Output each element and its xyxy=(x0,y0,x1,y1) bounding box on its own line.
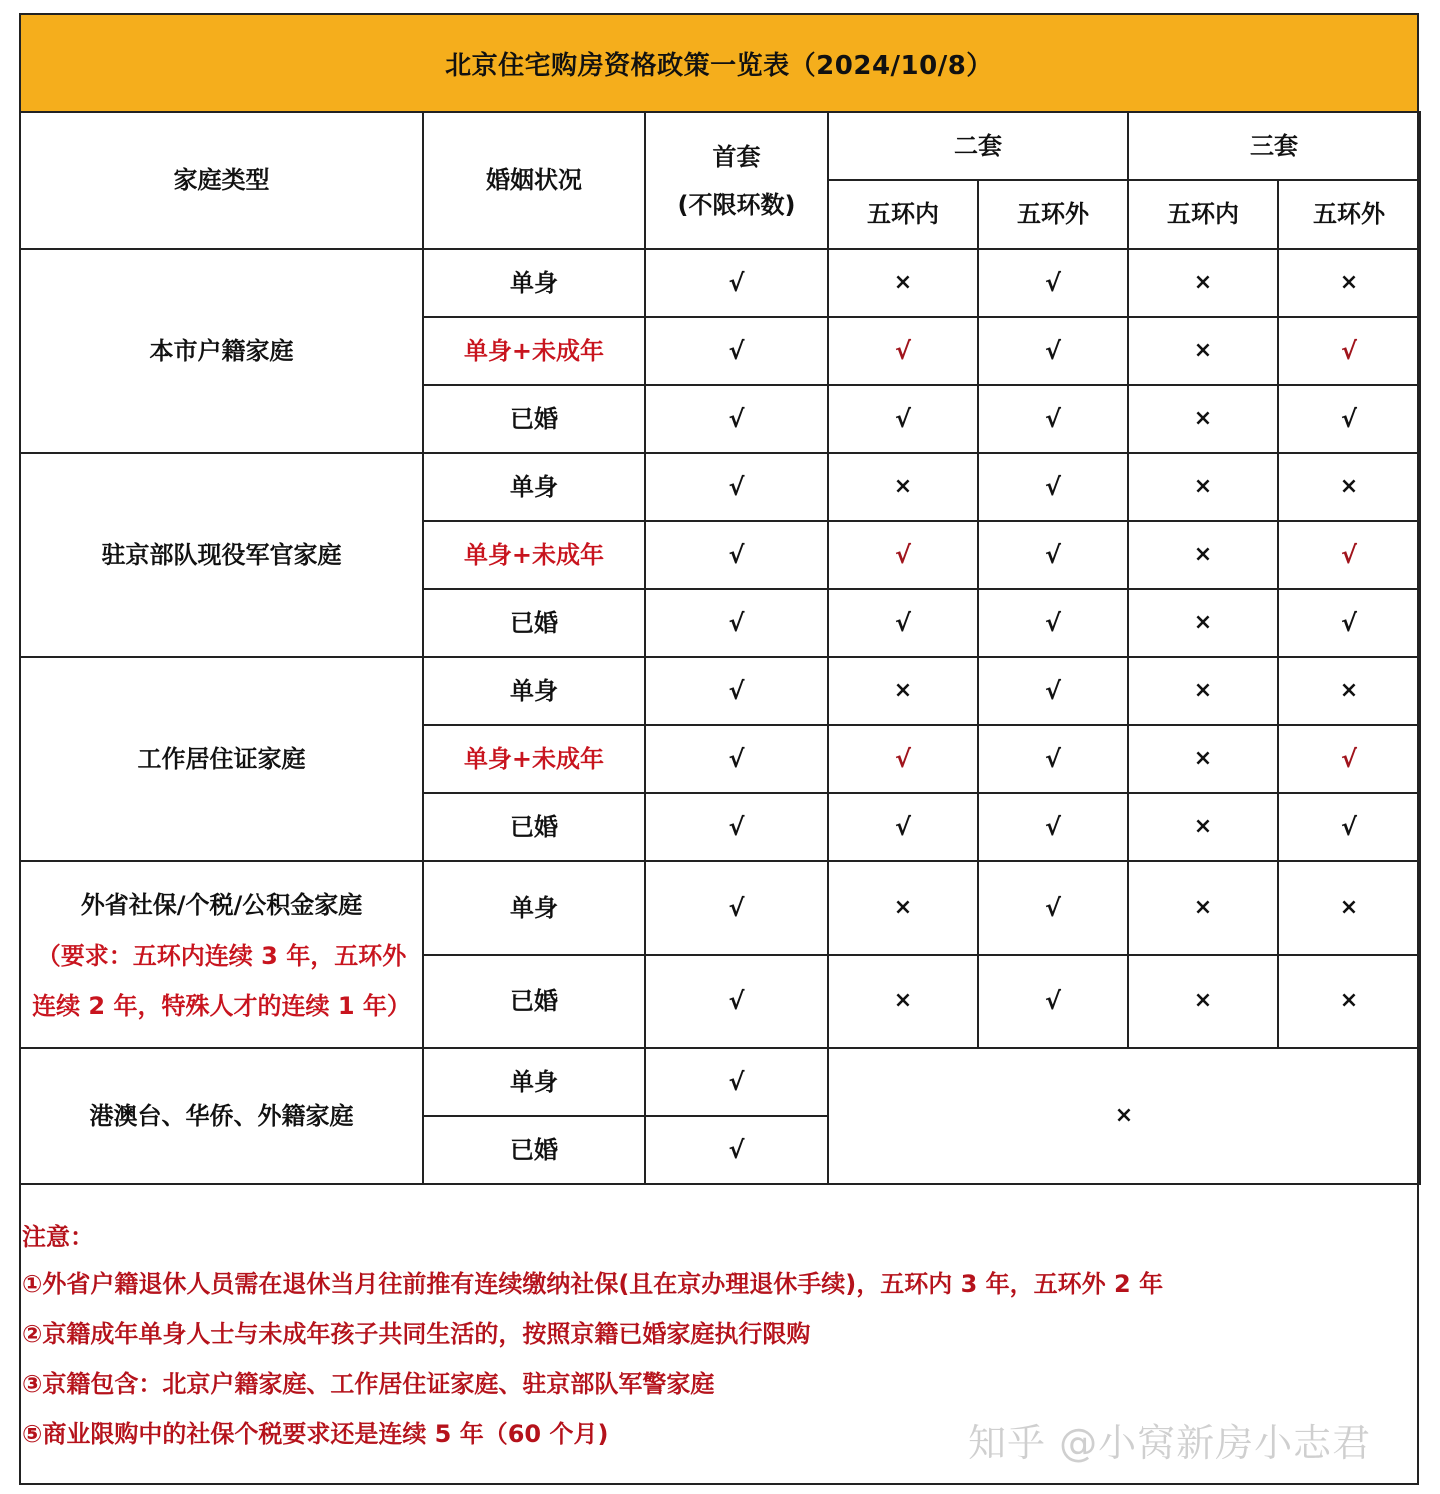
table-row xyxy=(20,861,1420,955)
check-mark: √ xyxy=(645,385,828,453)
marital-status-cell: 已婚 xyxy=(423,589,645,657)
marital-status-cell: 已婚 xyxy=(423,793,645,861)
marital-status-cell: 已婚 xyxy=(423,955,645,1048)
cross-mark: × xyxy=(1278,453,1420,521)
cross-mark: × xyxy=(1278,861,1420,955)
check-mark: √ xyxy=(645,1048,828,1116)
check-mark: √ xyxy=(1278,317,1420,385)
check-mark: √ xyxy=(828,385,978,453)
header-marital-status: 婚姻状况 xyxy=(423,112,645,249)
family-type-cell: 驻京部队现役军官家庭 xyxy=(20,453,423,657)
check-mark: √ xyxy=(645,317,828,385)
marital-status-cell: 单身 xyxy=(423,249,645,317)
header-third-inside-ring5: 五环内 xyxy=(1128,180,1278,249)
check-mark: √ xyxy=(978,249,1128,317)
check-mark: √ xyxy=(645,725,828,793)
check-mark: √ xyxy=(978,861,1128,955)
header-second-inside-ring5: 五环内 xyxy=(828,180,978,249)
cross-mark: × xyxy=(1128,521,1278,589)
cross-mark: × xyxy=(828,955,978,1048)
family-type-cell: 港澳台、华侨、外籍家庭 xyxy=(20,1048,423,1184)
check-mark: √ xyxy=(645,453,828,521)
cross-mark: × xyxy=(1128,955,1278,1048)
check-mark: √ xyxy=(645,1116,828,1184)
policy-table xyxy=(19,111,1421,1185)
cross-mark: × xyxy=(1128,793,1278,861)
cross-mark: × xyxy=(828,861,978,955)
marital-status-cell: 单身+未成年 xyxy=(423,521,645,589)
check-mark: √ xyxy=(645,589,828,657)
cross-mark: × xyxy=(828,657,978,725)
table-row xyxy=(20,249,1420,317)
marital-status-cell: 单身 xyxy=(423,657,645,725)
cross-mark: × xyxy=(828,249,978,317)
table-row xyxy=(20,1048,1420,1116)
header-third-home: 三套 xyxy=(1128,112,1420,180)
cross-mark: × xyxy=(1128,249,1278,317)
check-mark: √ xyxy=(828,589,978,657)
check-mark: √ xyxy=(645,955,828,1048)
header-second-outside-ring5: 五环外 xyxy=(978,180,1128,249)
page-title: 北京住宅购房资格政策一览表（2024/10/8） xyxy=(19,13,1419,112)
cross-mark: × xyxy=(1278,955,1420,1048)
cross-mark: × xyxy=(1128,453,1278,521)
marital-status-cell: 单身 xyxy=(423,1048,645,1116)
cross-mark: × xyxy=(1128,861,1278,955)
table-row xyxy=(20,453,1420,521)
cross-mark: × xyxy=(1128,385,1278,453)
check-mark: √ xyxy=(978,589,1128,657)
check-mark: √ xyxy=(1278,589,1420,657)
notes-heading: 注意： xyxy=(22,1223,94,1251)
check-mark: √ xyxy=(645,793,828,861)
note-item: ③京籍包含：北京户籍家庭、工作居住证家庭、驻京部队军警家庭 xyxy=(22,1370,715,1398)
marital-status-cell: 单身+未成年 xyxy=(423,317,645,385)
check-mark: √ xyxy=(978,385,1128,453)
check-mark: √ xyxy=(1278,521,1420,589)
check-mark: √ xyxy=(1278,725,1420,793)
cross-mark: × xyxy=(1128,317,1278,385)
watermark: 知乎 @小窝新房小志君 xyxy=(968,1421,1372,1465)
check-mark: √ xyxy=(1278,385,1420,453)
check-mark: √ xyxy=(645,861,828,955)
note-item: ⑤商业限购中的社保个税要求还是连续 5 年（60 个月) xyxy=(22,1420,609,1448)
check-mark: √ xyxy=(978,793,1128,861)
check-mark: √ xyxy=(978,453,1128,521)
check-mark: √ xyxy=(1278,793,1420,861)
check-mark: √ xyxy=(978,317,1128,385)
cross-mark: × xyxy=(1128,725,1278,793)
marital-status-cell: 单身 xyxy=(423,861,645,955)
family-type-label: 外省社保/个税/公积金家庭 xyxy=(80,890,363,919)
marital-status-cell: 已婚 xyxy=(423,385,645,453)
cross-mark: × xyxy=(1278,249,1420,317)
marital-status-cell: 单身 xyxy=(423,453,645,521)
header-second-home: 二套 xyxy=(828,112,1128,180)
header-row-1 xyxy=(20,112,1420,180)
check-mark: √ xyxy=(978,657,1128,725)
check-mark: √ xyxy=(645,521,828,589)
requirement-note: 连续 2 年，特殊人才的连续 1 年） xyxy=(32,991,411,1020)
check-mark: √ xyxy=(828,725,978,793)
header-first-home xyxy=(645,112,828,249)
check-mark: √ xyxy=(828,317,978,385)
note-item: ②京籍成年单身人士与未成年孩子共同生活的，按照京籍已婚家庭执行限购 xyxy=(22,1320,811,1348)
requirement-note: （要求：五环内连续 3 年，五环外 xyxy=(36,941,407,970)
cross-mark: × xyxy=(828,453,978,521)
family-type-cell: 本市户籍家庭 xyxy=(20,249,423,453)
header-first-home-note: (不限环数) xyxy=(677,190,796,219)
table-row xyxy=(20,657,1420,725)
check-mark: √ xyxy=(645,657,828,725)
cross-mark: × xyxy=(1128,589,1278,657)
cross-mark: × xyxy=(1278,657,1420,725)
header-first-home-label: 首套 xyxy=(712,142,761,171)
header-third-outside-ring5: 五环外 xyxy=(1278,180,1420,249)
check-mark: √ xyxy=(978,521,1128,589)
cross-mark: × xyxy=(828,1048,1420,1184)
check-mark: √ xyxy=(978,955,1128,1048)
marital-status-cell: 已婚 xyxy=(423,1116,645,1184)
check-mark: √ xyxy=(828,521,978,589)
note-item: ①外省户籍退休人员需在退休当月往前推有连续缴纳社保(且在京办理退休手续)，五环内 3 年，五环外 2 年 xyxy=(22,1270,1164,1298)
family-type-cell xyxy=(20,861,423,1048)
check-mark: √ xyxy=(978,725,1128,793)
header-family-type: 家庭类型 xyxy=(20,112,423,249)
cross-mark: × xyxy=(1128,657,1278,725)
check-mark: √ xyxy=(645,249,828,317)
marital-status-cell: 单身+未成年 xyxy=(423,725,645,793)
family-type-cell: 工作居住证家庭 xyxy=(20,657,423,861)
check-mark: √ xyxy=(828,793,978,861)
